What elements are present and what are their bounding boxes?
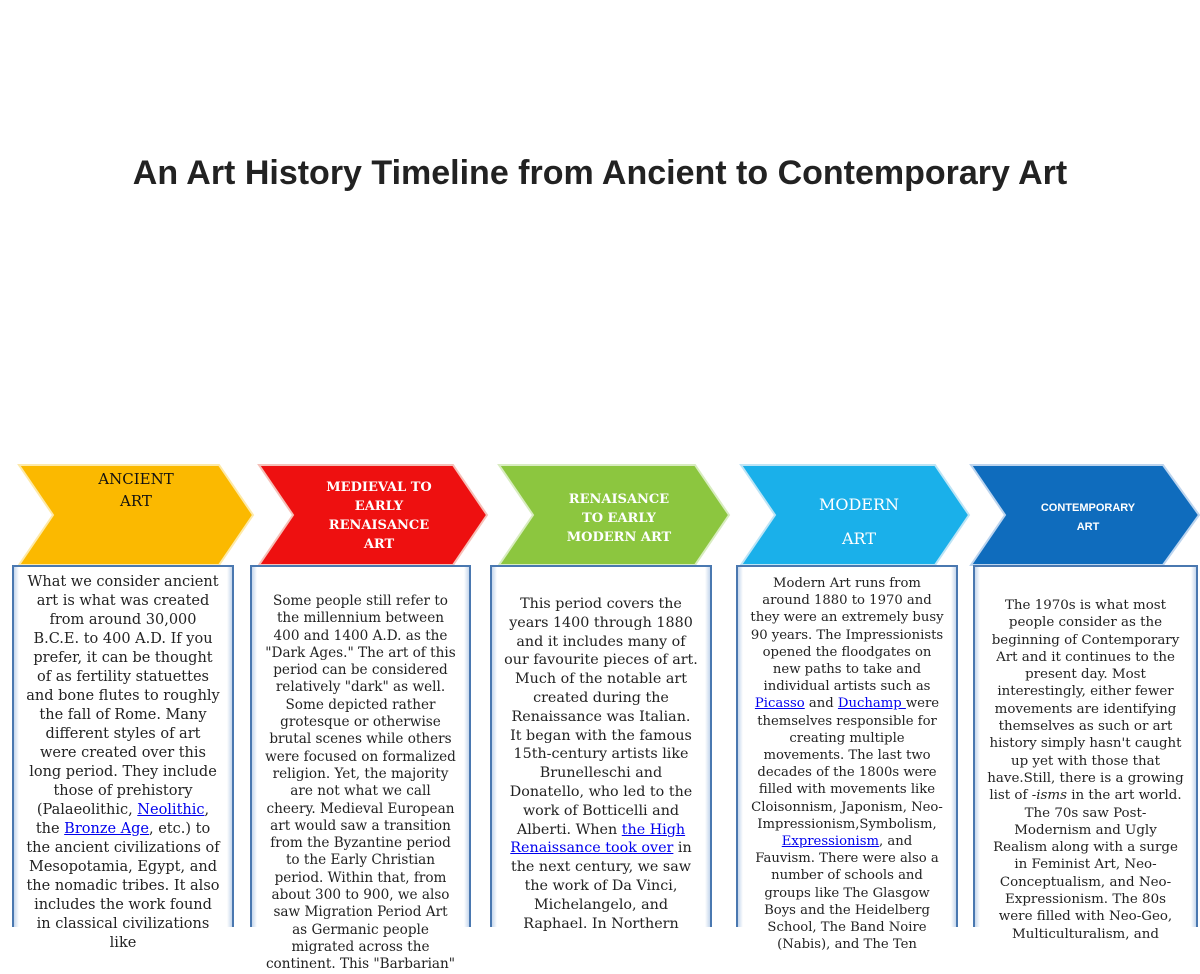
period-description (987, 597, 1184, 943)
period-description (750, 575, 944, 953)
modern-art-description-box (736, 565, 958, 953)
text-run: , the (35, 802, 210, 837)
chevron-medieval-art (258, 464, 490, 566)
chevron-label: MODERN ART (818, 494, 900, 548)
text-run: This period covers the years 1400 through 1880 and it includes many of our favourite pieces of art. Much of the notable art created during the Renaissance was Italian. It began with the famous 15th-century artists like Brunelleschi and Donatello, who led to the work of Botticelli and Alberti. When (504, 596, 698, 838)
inline-link[interactable]: Bronze Age (64, 821, 149, 837)
italic-text: isms (1036, 788, 1067, 804)
text-run: Some people still refer to the millennium between 400 and 1400 A.D. as the "Dark Ages." The art of this period can be considered relatively "dark" as well. Some depicted rather grotesque or otherwise brutal scenes while others were focused on formalized religion. Yet, the majority are not what we call cheery. Medieval European art would saw a transition from the Byzantine period to the Early Christian period. Within that, from about 300 to 900, we also saw Migration Period Art as Germanic people migrated across the continent. This "Barbarian" (265, 593, 456, 973)
inline-link[interactable]: the High Renaissance took over (510, 821, 686, 857)
period-description (26, 573, 220, 953)
renaissance-art-description-box (490, 565, 712, 932)
text-run: and (804, 696, 838, 712)
contemporary-art-description-box (973, 565, 1198, 942)
ancient-art-description-box (12, 565, 234, 951)
text-run: What we consider ancient art is what was created from around 30,000 B.C.E. to 400 A.D. If you prefer, it can be thought of as fertility statuettes and bone flutes to roughly the fall of Rome. Many different styles of art were created over this long period. They include those of prehistory (Palaeolithic, (26, 574, 220, 818)
text-run: , etc.) to the ancient civilizations of Mesopotamia, Egypt, and the nomadic tribes. It also includes the work found in classical civilizations like (26, 821, 220, 951)
text-run: were themselves responsible for creating multiple movements. The last two decades of the 1800s were filled with movements like Cloisonnism, Japonism, Neo-Impressionism,Symbolism, (751, 696, 943, 832)
text-run: Modern Art runs from around 1880 to 1970 and they were an extremely busy 90 years. The Impressionists opened the floodgates on new paths to take and individual artists such as (750, 576, 944, 695)
chevron-ancient-art (18, 464, 256, 566)
period-description (264, 593, 457, 974)
chevron-contemporary-art (970, 464, 1200, 566)
chevron-label: MEDIEVAL TO EARLY RENAISANCE ART (326, 480, 432, 552)
chevron-label: ANCIENT ART (98, 470, 174, 510)
inline-link[interactable]: Neolithic (137, 802, 205, 818)
inline-link[interactable]: Duchamp (837, 696, 906, 712)
text-run: The 1970s is what most people consider as the beginning of Contemporary Art and it continues to the present day. Most interestingly, either fewer movements are identifying themselves as such or art history simply hasn't caught up yet with those that have.Still, there is a growing list of - (987, 598, 1184, 804)
period-description (504, 595, 698, 933)
chevron-renaissance-art (498, 464, 732, 566)
text-run: in the art world. The 70s saw Post-Modernism and Ugly Realism along with a surge in Feminist Art, Neo-Conceptualism, and Neo-Expressionism. The 80s were filled with Neo-Geo, Multiculturalism, and (993, 788, 1182, 942)
inline-link[interactable]: Picasso (754, 696, 805, 712)
chevron-modern-art (740, 464, 972, 566)
text-run: , and Fauvism. There were also a number of schools and groups like The Glasgow Boys and the Heidelberg School, The Band Noire (Nabis), and The Ten (755, 834, 939, 953)
page-title: An Art History Timeline from Ancient to Contemporary Art (132, 154, 1068, 192)
chevron-label: RENAISANCE TO EARLY MODERN ART (566, 491, 672, 545)
inline-link[interactable]: Expressionism (781, 834, 880, 850)
medieval-art-description-box (250, 565, 471, 973)
text-run: in the next century, we saw the work of Da Vinci, Michelangelo, and Raphael. In Northern (510, 840, 692, 932)
chevron-label: CONTEMPORARY ART (1040, 502, 1136, 533)
